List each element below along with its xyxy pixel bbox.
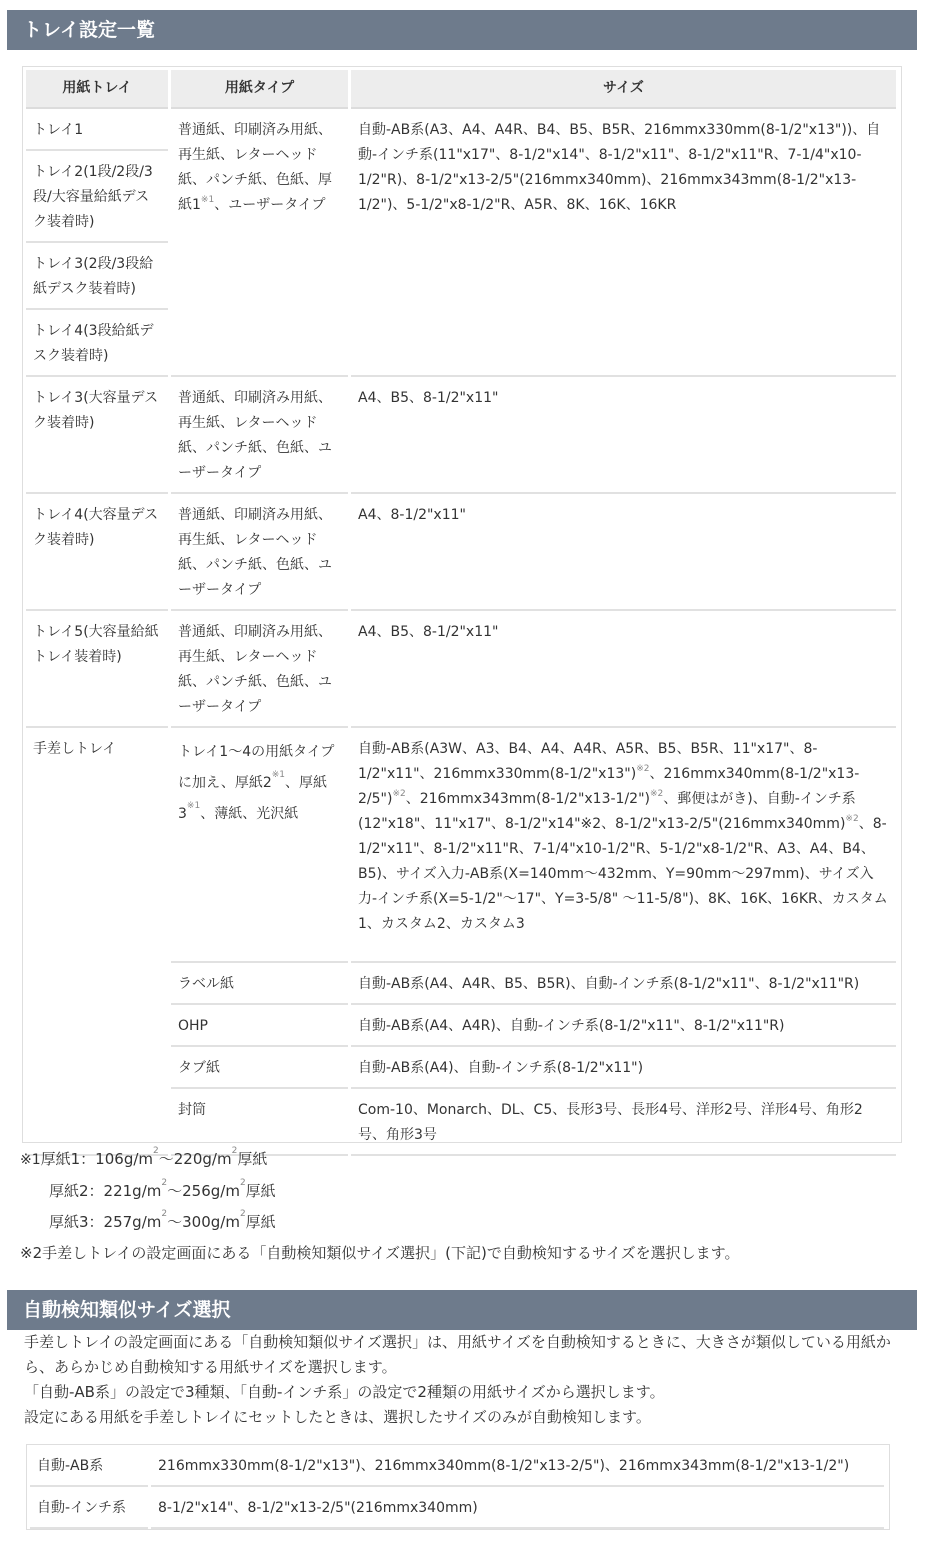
- footnote-4: ※2手差しトレイの設定画面にある「自動検知類似サイズ選択」(下記)で自動検知するサイズを選択します。: [20, 1244, 740, 1262]
- paragraph: 設定にある用紙を手差しトレイにセットしたときは、選択したサイズのみが自動検知します。: [24, 1408, 651, 1426]
- tray-cell: トレイ3(2段/3段給紙デスク装着時): [26, 246, 168, 310]
- size-cell: 自動-AB系(A4、A4R)、自動-インチ系(8-1/2"x11"、8-1/2"x11"R): [351, 1008, 896, 1047]
- type-cell: 普通紙、印刷済み用紙、再生紙、レターヘッド紙、パンチ紙、色紙、ユーザータイプ: [171, 497, 348, 611]
- footnote-1: ※1厚紙1：$106g/m^2\sim 220g/m^2$厚紙: [20, 1146, 268, 1168]
- header-paper-tray: 用紙トレイ: [26, 70, 168, 109]
- tray-cell: トレイ1: [26, 112, 168, 151]
- type-cell: 普通紙、印刷済み用紙、再生紙、レターヘッド紙、パンチ紙、色紙、厚紙1$^{※1}$、ユーザータイプ: [171, 112, 348, 377]
- size-cell: A4、B5、8-1/2"x11": [351, 614, 896, 728]
- size-cell: 自動-AB系(A4、A4R、B5、B5R)、自動-インチ系(8-1/2"x11"、8-1/2"x11"R): [351, 966, 896, 1005]
- type-cell: 普通紙、印刷済み用紙、再生紙、レターヘッド紙、パンチ紙、色紙、ユーザータイプ: [171, 380, 348, 494]
- tray-cell: トレイ2(1段/2段/3段/大容量給紙デスク装着時): [26, 154, 168, 243]
- row-label: 自動-AB系: [30, 1448, 148, 1487]
- type-cell: タブ紙: [171, 1050, 348, 1089]
- footnote-3: 厚紙3：$257g/m^2\sim 300g/m^2$厚紙: [49, 1209, 276, 1231]
- type-cell: OHP: [171, 1008, 348, 1047]
- table-row: [26, 614, 896, 728]
- size-cell: 自動-AB系(A3W、A3、B4、A4、A4R、A5R、B5、B5R、11"x17"、8-1/2"x11"、216mmx330mm(8-1/2"x13")$^{※2}$、216mmx340mm(8-1/2"x13-2/5")$^{※2}$、216mmx343mm(8-1/2"x13-1/2")$^{※2}$、郵便はがき)、自動-インチ系(12"x18"、11"x17"、8-1/2"x14"※2、$8-1/2"x13-2/5"(216mmx340mm)^{※2}$、8-1/2"x11"、8-1/2"x11"R、7-1/4"x10-1/2"R、5-1/2"x8-1/2"R、A3、A4、B4、B5)、サイズ入力-AB系(X=140mm～432mm、Y=90mm～297mm)、サイズ入力-インチ系(X=5-1/2"～17"、Y=3-5/8" ～11-5/8")、8K、16K、16KR、カスタム1、カスタム2、カスタム3: [351, 731, 896, 963]
- size-cell: 自動-AB系(A3、A4、A4R、B4、B5、B5R、216mmx330mm(8-1/2"x13"))、自動-インチ系(11"x17"、8-1/2"x14"、8-1/2"x11"、8-1/2"x11"R、7-1/4"x10-1/2"R)、8-1/2"x13-2/5"(216mmx340mm)、216mmx343mm(8-1/2"x13-1/2")、5-1/2"x8-1/2"R、A5R、8K、16K、16KR: [351, 112, 896, 377]
- table-row: [26, 380, 896, 494]
- auto-detect-table: [27, 1445, 887, 1532]
- footnote-2: 厚紙2：$221g/m^2\sim 256g/m^2$厚紙: [49, 1178, 276, 1200]
- row-value: 216mmx330mm(8-1/2"x13")、216mmx340mm(8-1/2"x13-2/5")、216mmx343mm(8-1/2"x13-1/2"): [151, 1448, 884, 1487]
- tray-cell: トレイ3(大容量デスク装着時): [26, 380, 168, 494]
- tray-settings-table: [23, 67, 899, 1159]
- size-cell: 自動-AB系(A4)、自動-インチ系(8-1/2"x11"): [351, 1050, 896, 1089]
- size-cell: A4、8-1/2"x11": [351, 497, 896, 611]
- table-row: [30, 1490, 884, 1529]
- table-row: [30, 1448, 884, 1487]
- type-cell: 封筒: [171, 1092, 348, 1156]
- header-paper-type: 用紙タイプ: [171, 70, 348, 109]
- footnotes: [20, 1144, 739, 1269]
- paragraph: 「自動-AB系」の設定で3種類、「自動-インチ系」の設定で2種類の用紙サイズから選択します。: [24, 1383, 665, 1401]
- type-cell: トレイ1～4の用紙タイプに加え、厚紙2$^{※1}$、厚紙3$^{※1}$、薄紙、光沢紙: [171, 731, 348, 963]
- table-row: [26, 112, 896, 151]
- description: [24, 1330, 904, 1430]
- type-cell: ラベル紙: [171, 966, 348, 1005]
- tray-cell: トレイ4(大容量デスク装着時): [26, 497, 168, 611]
- size-cell: A4、B5、8-1/2"x11": [351, 380, 896, 494]
- tray-cell: トレイ4(3段給紙デスク装着時): [26, 313, 168, 377]
- header-size: サイズ: [351, 70, 896, 109]
- tray-cell: 手差しトレイ: [26, 731, 168, 1156]
- paragraph: 手差しトレイの設定画面にある「自動検知類似サイズ選択」は、用紙サイズを自動検知するときに、大きさが類似している用紙から、あらかじめ自動検知する用紙サイズを選択します。: [24, 1333, 891, 1376]
- section-heading-auto-detect: 自動検知類似サイズ選択: [7, 1290, 917, 1330]
- table-row: [26, 731, 896, 963]
- table-row: [26, 497, 896, 611]
- table-header-row: [26, 70, 896, 109]
- type-cell: 普通紙、印刷済み用紙、再生紙、レターヘッド紙、パンチ紙、色紙、ユーザータイプ: [171, 614, 348, 728]
- tray-cell: トレイ5(大容量給紙トレイ装着時): [26, 614, 168, 728]
- section-heading-tray-settings: トレイ設定一覧: [7, 10, 917, 50]
- row-value: 8-1/2"x14"、8-1/2"x13-2/5"(216mmx340mm): [151, 1490, 884, 1529]
- row-label: 自動-インチ系: [30, 1490, 148, 1529]
- size-cell: Com-10、Monarch、DL、C5、長形3号、長形4号、洋形2号、洋形4号、角形2号、角形3号: [351, 1092, 896, 1156]
